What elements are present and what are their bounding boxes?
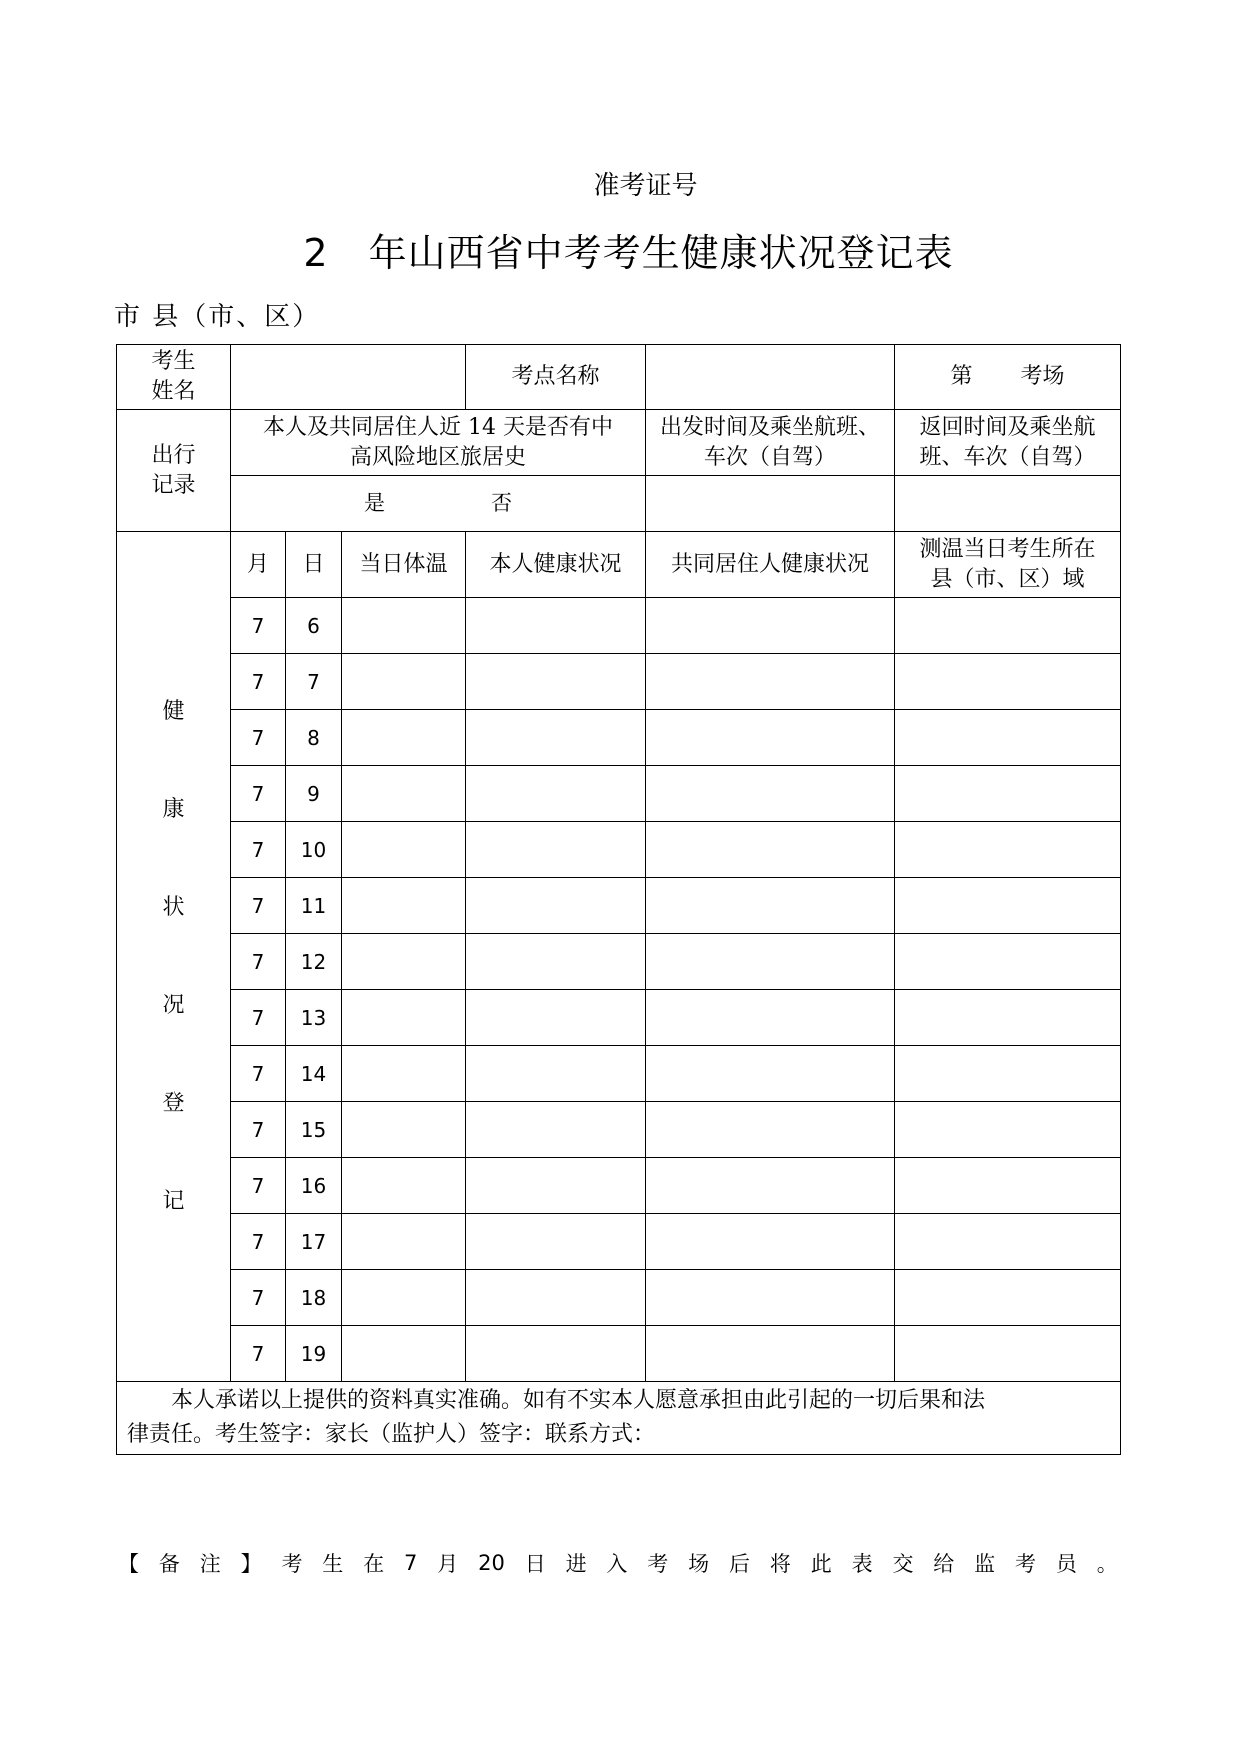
cohabitant-health-field[interactable]	[646, 822, 895, 878]
month-cell: 7	[231, 822, 286, 878]
temperature-field[interactable]	[342, 878, 466, 934]
cohabitant-health-field[interactable]	[646, 1102, 895, 1158]
note-char: 入	[606, 1552, 628, 1576]
county-field[interactable]	[895, 1326, 1121, 1382]
page-title	[0, 222, 1241, 277]
region-line: 市 县（市、区）	[114, 302, 321, 332]
county-field[interactable]	[895, 1158, 1121, 1214]
table-row	[117, 990, 1121, 1046]
self-health-field[interactable]	[466, 1326, 646, 1382]
day-cell: 7	[286, 654, 342, 710]
note-char: 场	[688, 1552, 710, 1576]
table-row	[117, 1046, 1121, 1102]
month-cell: 7	[231, 1046, 286, 1102]
cohabitant-health-field[interactable]	[646, 710, 895, 766]
self-health-field[interactable]	[466, 1214, 646, 1270]
cohabitant-health-field[interactable]	[646, 766, 895, 822]
note-char: 】	[240, 1552, 262, 1576]
table-row	[117, 1158, 1121, 1214]
table-row	[117, 598, 1121, 654]
cohabitant-health-field[interactable]	[646, 598, 895, 654]
note-char: 将	[769, 1552, 791, 1576]
day-cell: 12	[286, 934, 342, 990]
table-row	[117, 934, 1121, 990]
travel-answer-row	[117, 476, 1121, 532]
note-char: 员	[1055, 1552, 1077, 1576]
exam-room-field[interactable]	[895, 345, 1121, 410]
table-row	[117, 1326, 1121, 1382]
self-health-field[interactable]	[466, 878, 646, 934]
table-row	[117, 766, 1121, 822]
day-cell: 15	[286, 1102, 342, 1158]
self-health-field[interactable]	[466, 1158, 646, 1214]
self-health-field[interactable]	[466, 1102, 646, 1158]
month-cell: 7	[231, 598, 286, 654]
county-field[interactable]	[895, 934, 1121, 990]
temperature-field[interactable]	[342, 990, 466, 1046]
table-row	[117, 710, 1121, 766]
pledge-row	[117, 1382, 1121, 1455]
day-cell: 11	[286, 878, 342, 934]
temperature-field[interactable]	[342, 822, 466, 878]
day-cell: 9	[286, 766, 342, 822]
note-char: 进	[565, 1552, 587, 1576]
self-health-field[interactable]	[466, 654, 646, 710]
self-health-field[interactable]	[466, 598, 646, 654]
col-cohabitant-health: 共同居住人健康状况	[646, 532, 895, 598]
self-health-field[interactable]	[466, 1270, 646, 1326]
day-cell: 16	[286, 1158, 342, 1214]
note-char: 7	[404, 1551, 418, 1575]
note-char: 注	[199, 1552, 221, 1576]
temperature-field[interactable]	[342, 1270, 466, 1326]
return-label: 返回时间及乘坐航 班、车次（自驾）	[895, 410, 1121, 476]
month-cell: 7	[231, 710, 286, 766]
col-day: 日	[286, 532, 342, 598]
cohabitant-health-field[interactable]	[646, 934, 895, 990]
departure-field[interactable]	[646, 476, 895, 532]
pledge-text: 本人承诺以上提供的资料真实准确。如有不实本人愿意承担由此引起的一切后果和法 律责任。考生签字：家长（监护人）签字：联系方式：	[117, 1382, 1121, 1455]
day-cell: 10	[286, 822, 342, 878]
note-char: 给	[933, 1552, 955, 1576]
temperature-field[interactable]	[342, 598, 466, 654]
travel-label: 出行 记录	[117, 410, 231, 532]
temperature-field[interactable]	[342, 1214, 466, 1270]
county-field[interactable]	[895, 1214, 1121, 1270]
day-cell: 13	[286, 990, 342, 1046]
note-char: 监	[974, 1552, 996, 1576]
temperature-field[interactable]	[342, 654, 466, 710]
county-field[interactable]	[895, 878, 1121, 934]
month-cell: 7	[231, 766, 286, 822]
title-year: 2	[303, 231, 329, 275]
month-cell: 7	[231, 990, 286, 1046]
note-char: 交	[892, 1552, 914, 1576]
note-char: 生	[322, 1552, 344, 1576]
county-field[interactable]	[895, 1102, 1121, 1158]
county-field[interactable]	[895, 1046, 1121, 1102]
month-cell: 7	[231, 878, 286, 934]
county-field[interactable]	[895, 766, 1121, 822]
room-prefix: 第	[950, 364, 973, 389]
table-row	[117, 822, 1121, 878]
county-field[interactable]	[895, 710, 1121, 766]
note-char: 20	[478, 1551, 505, 1575]
day-cell: 14	[286, 1046, 342, 1102]
return-field[interactable]	[895, 476, 1121, 532]
month-cell: 7	[231, 934, 286, 990]
county-field[interactable]	[895, 990, 1121, 1046]
registration-table	[116, 344, 1121, 1455]
cohabitant-health-field[interactable]	[646, 990, 895, 1046]
title-text: 年山西省中考考生健康状况登记表	[368, 231, 954, 275]
name-label: 考生 姓名	[117, 345, 231, 410]
month-cell: 7	[231, 1270, 286, 1326]
county-field[interactable]	[895, 654, 1121, 710]
note-char: 考	[647, 1552, 669, 1576]
temperature-field[interactable]	[342, 710, 466, 766]
temperature-field[interactable]	[342, 766, 466, 822]
health-registration-label: 健 康 状 况 登 记	[117, 532, 231, 1382]
temperature-field[interactable]	[342, 1046, 466, 1102]
month-cell: 7	[231, 1102, 286, 1158]
note-char: 考	[281, 1552, 303, 1576]
day-cell: 19	[286, 1326, 342, 1382]
name-row	[117, 345, 1121, 410]
day-cell: 17	[286, 1214, 342, 1270]
col-self-health: 本人健康状况	[466, 532, 646, 598]
cohabitant-health-field[interactable]	[646, 878, 895, 934]
note-char: 日	[524, 1552, 546, 1576]
cohabitant-health-field[interactable]	[646, 1270, 895, 1326]
note-char: 备	[158, 1552, 180, 1576]
self-health-field[interactable]	[466, 822, 646, 878]
site-field[interactable]	[646, 345, 895, 410]
note-char: 月	[437, 1552, 459, 1576]
county-field[interactable]	[895, 1270, 1121, 1326]
month-cell: 7	[231, 1214, 286, 1270]
month-cell: 7	[231, 1158, 286, 1214]
yes-option[interactable]: 是	[364, 491, 385, 515]
temperature-field[interactable]	[342, 1158, 466, 1214]
county-field[interactable]	[895, 822, 1121, 878]
cohabitant-health-field[interactable]	[646, 1158, 895, 1214]
cohabitant-health-field[interactable]	[646, 1326, 895, 1382]
note-char: 考	[1015, 1552, 1037, 1576]
note-char: 后	[729, 1552, 750, 1576]
cohabitant-health-field[interactable]	[646, 1214, 895, 1270]
day-cell: 8	[286, 710, 342, 766]
day-cell: 6	[286, 598, 342, 654]
month-cell: 7	[231, 654, 286, 710]
self-health-field[interactable]	[466, 934, 646, 990]
temperature-field[interactable]	[342, 1102, 466, 1158]
self-health-field[interactable]	[466, 766, 646, 822]
cohabitant-health-field[interactable]	[646, 1046, 895, 1102]
day-cell: 18	[286, 1270, 342, 1326]
table-row	[117, 654, 1121, 710]
name-field[interactable]	[231, 345, 466, 410]
note-char: 。	[1096, 1552, 1118, 1576]
self-health-field[interactable]	[466, 1046, 646, 1102]
site-label: 考点名称	[466, 345, 646, 410]
no-option[interactable]: 否	[491, 491, 512, 515]
table-row	[117, 1270, 1121, 1326]
travel-header-row	[117, 410, 1121, 476]
table-row	[117, 1214, 1121, 1270]
cohabitant-health-field[interactable]	[646, 654, 895, 710]
exam-number-label: 准考证号	[593, 171, 698, 201]
col-county: 测温当日考生所在 县（市、区）域	[895, 532, 1121, 598]
note-char: 此	[810, 1552, 832, 1576]
departure-label: 出发时间及乘坐航班、 车次（自驾）	[646, 410, 895, 476]
table-row	[117, 1102, 1121, 1158]
col-temperature: 当日体温	[342, 532, 466, 598]
table-row	[117, 878, 1121, 934]
self-health-field[interactable]	[466, 710, 646, 766]
room-suffix: 考场	[1020, 364, 1065, 389]
month-cell: 7	[231, 1326, 286, 1382]
note-char: 在	[363, 1552, 385, 1576]
county-field[interactable]	[895, 598, 1121, 654]
health-header-row	[117, 532, 1121, 598]
travel-history-question: 本人及共同居住人近 14 天是否有中 高风险地区旅居史	[231, 410, 646, 476]
temperature-field[interactable]	[342, 934, 466, 990]
yes-no-choice[interactable]	[231, 476, 646, 532]
temperature-field[interactable]	[342, 1326, 466, 1382]
self-health-field[interactable]	[466, 990, 646, 1046]
note-char: 表	[851, 1552, 873, 1576]
col-month: 月	[231, 532, 286, 598]
remark-note	[118, 1548, 1118, 1578]
note-char: 【	[118, 1552, 139, 1576]
